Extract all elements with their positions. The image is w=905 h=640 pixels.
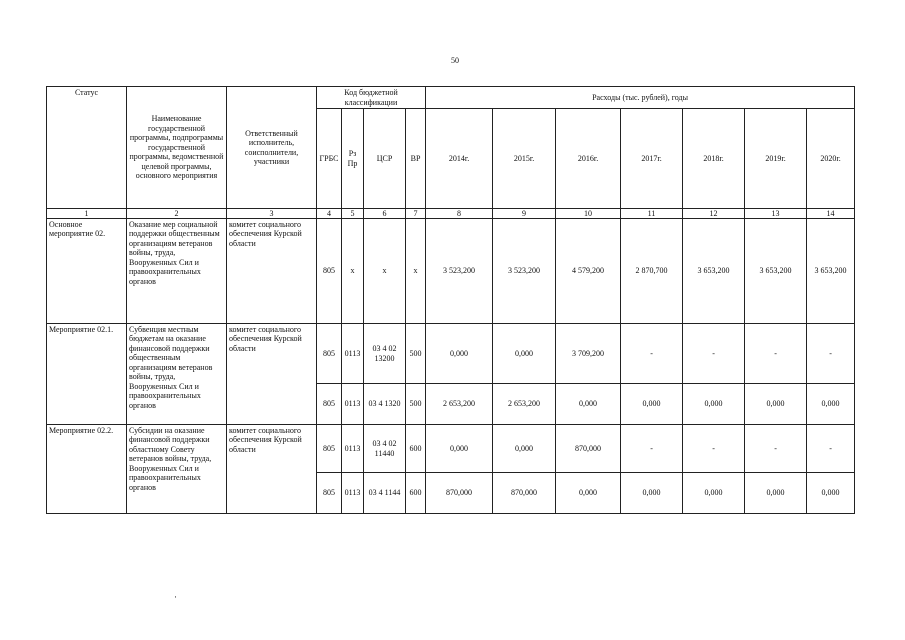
- expense-value-cell: 0,000: [556, 473, 621, 514]
- col-number: 13: [745, 209, 807, 219]
- grbs-cell: 805: [317, 324, 342, 384]
- grbs-cell: 805: [317, 425, 342, 473]
- expense-value-cell: 3 653,200: [683, 219, 745, 324]
- csr-cell: 03 4 02 11440: [364, 425, 406, 473]
- table-row: [47, 425, 855, 473]
- col-number: 5: [342, 209, 364, 219]
- rzpr-cell: 0113: [342, 473, 364, 514]
- page-number: 50: [451, 56, 459, 65]
- csr-cell: 03 4 1144: [364, 473, 406, 514]
- grbs-cell: 805: [317, 473, 342, 514]
- col-number: 12: [683, 209, 745, 219]
- col-number: 10: [556, 209, 621, 219]
- expense-value-cell: 0,000: [621, 473, 683, 514]
- col-number: 6: [364, 209, 406, 219]
- vr-cell: 500: [406, 384, 426, 425]
- expense-value-cell: 2 653,200: [426, 384, 493, 425]
- col-number: 14: [807, 209, 855, 219]
- csr-cell: 03 4 1320: [364, 384, 406, 425]
- col-number: 11: [621, 209, 683, 219]
- executor-cell: комитет социального обеспечения Курской области: [227, 425, 317, 514]
- grbs-cell: 805: [317, 219, 342, 324]
- name-cell: Субвенция местным бюджетам на оказание финансовой поддержки общественным организациям ветеранов войны, труда, Вооруженных Сил и правоохранительных органов: [127, 324, 227, 425]
- stray-mark: ·: [174, 592, 177, 602]
- expense-value-cell: -: [745, 324, 807, 384]
- rzpr-cell: 0113: [342, 324, 364, 384]
- rzpr-cell: 0113: [342, 384, 364, 425]
- expense-value-cell: 0,000: [683, 473, 745, 514]
- expense-value-cell: 3 653,200: [807, 219, 855, 324]
- header-expenses: Расходы (тыс. рублей), годы: [426, 87, 855, 109]
- header-csr: ЦСР: [364, 109, 406, 209]
- expense-value-cell: 3 653,200: [745, 219, 807, 324]
- expense-value-cell: 0,000: [426, 324, 493, 384]
- executor-cell: комитет социального обеспечения Курской области: [227, 219, 317, 324]
- expense-value-cell: -: [683, 425, 745, 473]
- vr-cell: x: [406, 219, 426, 324]
- header-executor: Ответственный исполнитель, соисполнители, участники: [227, 87, 317, 209]
- expense-value-cell: -: [683, 324, 745, 384]
- header-vr: ВР: [406, 109, 426, 209]
- header-year: 2014г.: [426, 109, 493, 209]
- csr-cell: x: [364, 219, 406, 324]
- name-cell: Оказание мер социальной поддержки общественным организациям ветеранов войны, труда, Вооруженных Сил и правоохранительных органов: [127, 219, 227, 324]
- expense-value-cell: 2 653,200: [493, 384, 556, 425]
- expense-value-cell: 0,000: [426, 425, 493, 473]
- col-number: 9: [493, 209, 556, 219]
- expense-value-cell: 0,000: [807, 384, 855, 425]
- vr-cell: 500: [406, 324, 426, 384]
- col-number: 4: [317, 209, 342, 219]
- budget-table: [46, 86, 855, 514]
- expense-value-cell: -: [807, 324, 855, 384]
- expense-value-cell: -: [807, 425, 855, 473]
- expense-value-cell: 3 523,200: [426, 219, 493, 324]
- expense-value-cell: 870,000: [493, 473, 556, 514]
- col-number: 3: [227, 209, 317, 219]
- expense-value-cell: -: [745, 425, 807, 473]
- header-status: Статус: [47, 87, 127, 209]
- table-row: [47, 219, 855, 324]
- expense-value-cell: 0,000: [621, 384, 683, 425]
- header-year: 2017г.: [621, 109, 683, 209]
- expense-value-cell: 870,000: [426, 473, 493, 514]
- col-number: 2: [127, 209, 227, 219]
- expense-value-cell: 0,000: [745, 473, 807, 514]
- header-year: 2016г.: [556, 109, 621, 209]
- executor-cell: комитет социального обеспечения Курской области: [227, 324, 317, 425]
- col-number: 8: [426, 209, 493, 219]
- csr-cell: 03 4 02 13200: [364, 324, 406, 384]
- header-grbs: ГРБС: [317, 109, 342, 209]
- col-number: 7: [406, 209, 426, 219]
- header-year: 2020г.: [807, 109, 855, 209]
- vr-cell: 600: [406, 473, 426, 514]
- header-year: 2018г.: [683, 109, 745, 209]
- vr-cell: 600: [406, 425, 426, 473]
- expense-value-cell: 0,000: [493, 425, 556, 473]
- expense-value-cell: 0,000: [493, 324, 556, 384]
- status-cell: Мероприятие 02.1.: [47, 324, 127, 425]
- expense-value-cell: 0,000: [745, 384, 807, 425]
- expense-value-cell: 0,000: [807, 473, 855, 514]
- name-cell: Субсидии на оказание финансовой поддержки областному Совету ветеранов войны, труда, Вооруженных Сил и правоохранительных органов: [127, 425, 227, 514]
- header-year: 2015г.: [493, 109, 556, 209]
- status-cell: Основное мероприятие 02.: [47, 219, 127, 324]
- expense-value-cell: -: [621, 324, 683, 384]
- grbs-cell: 805: [317, 384, 342, 425]
- header-year: 2019г.: [745, 109, 807, 209]
- rzpr-cell: x: [342, 219, 364, 324]
- header-rzpr: Рз Пр: [342, 109, 364, 209]
- header-budget-code: Код бюджетной классификации: [317, 87, 426, 109]
- column-numbers-row: [47, 209, 855, 219]
- status-cell: Мероприятие 02.2.: [47, 425, 127, 514]
- col-number: 1: [47, 209, 127, 219]
- expense-value-cell: 4 579,200: [556, 219, 621, 324]
- table-row: [47, 324, 855, 384]
- expense-value-cell: 870,000: [556, 425, 621, 473]
- expense-value-cell: 0,000: [683, 384, 745, 425]
- expense-value-cell: 3 523,200: [493, 219, 556, 324]
- expense-value-cell: 3 709,200: [556, 324, 621, 384]
- rzpr-cell: 0113: [342, 425, 364, 473]
- header-name: Наименование государственной программы, подпрограммы государственной программы, ведомственной целевой программы, основного мероприятия: [127, 87, 227, 209]
- expense-value-cell: -: [621, 425, 683, 473]
- expense-value-cell: 2 870,700: [621, 219, 683, 324]
- expense-value-cell: 0,000: [556, 384, 621, 425]
